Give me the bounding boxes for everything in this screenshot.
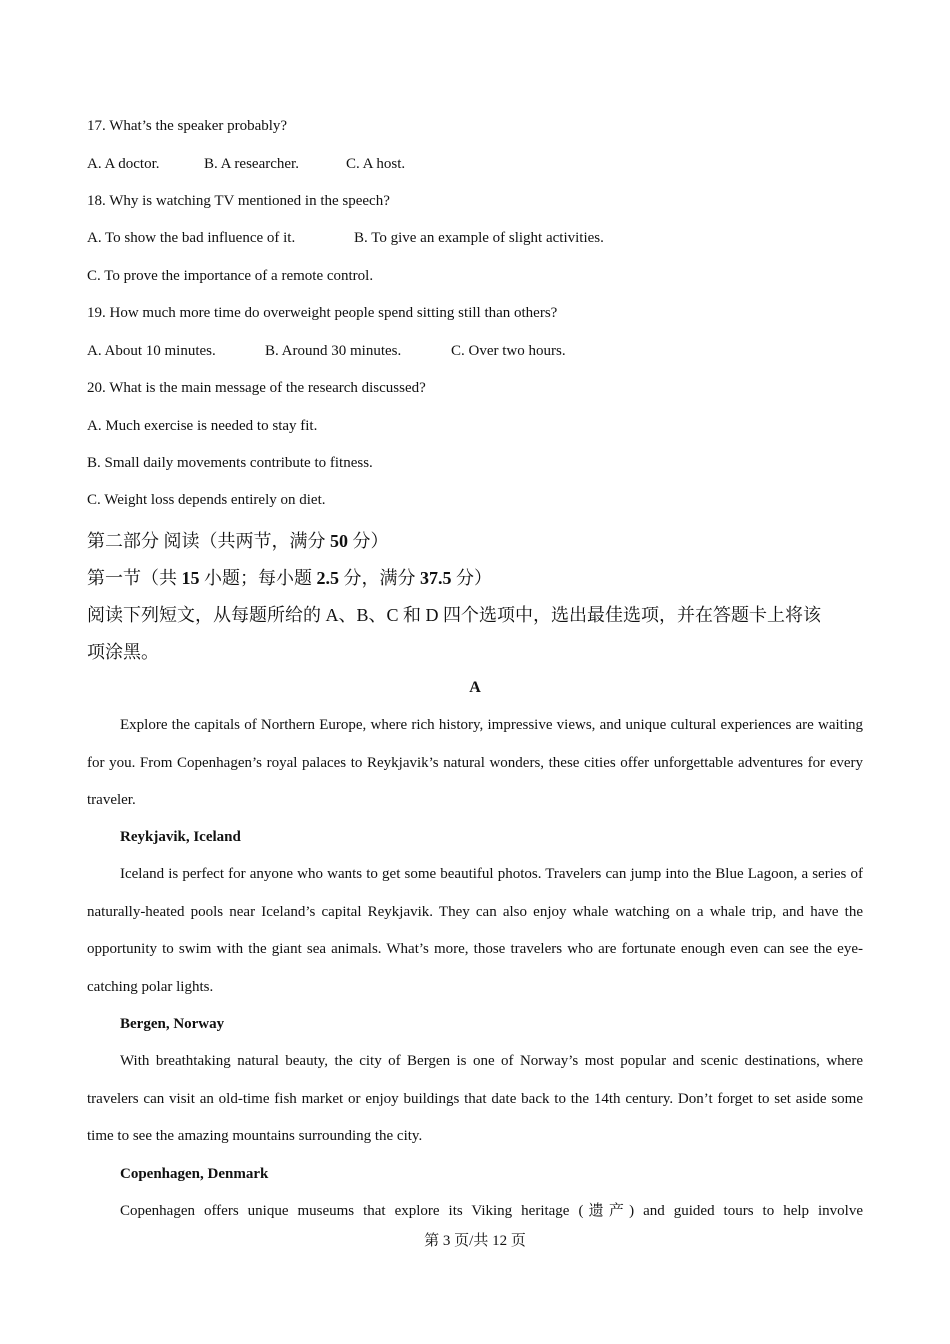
- q17-option-a: A. A doctor.: [87, 156, 160, 172]
- question-17-options: [87, 156, 405, 173]
- q19-option-b: B. Around 30 minutes.: [265, 343, 402, 359]
- q20-option-b: B. Small daily movements contribute to fitness.: [87, 455, 373, 471]
- q20-option-a: A. Much exercise is needed to stay fit.: [87, 418, 318, 434]
- section-text-copenhagen: Copenhagen offers unique museums that explore its Viking heritage (遗产) and guided tours to help involve: [120, 1203, 863, 1219]
- q17-option-c: C. A host.: [346, 156, 406, 172]
- section-heading-reykjavik: Reykjavik, Iceland: [120, 829, 241, 845]
- q18-option-c: C. To prove the importance of a remote control.: [87, 268, 374, 284]
- q19-option-a: A. About 10 minutes.: [87, 343, 216, 359]
- instruction-line-2: 项涂黑。: [87, 642, 159, 662]
- question-18-stem: 18. Why is watching TV mentioned in the speech?: [87, 193, 390, 209]
- instruction-line-1: 阅读下列短文，从每题所给的 A、B、C 和 D 四个选项中，选出最佳选项，并在答题卡上将该: [87, 605, 822, 625]
- section-heading-bergen: Bergen, Norway: [120, 1016, 225, 1032]
- page-footer: 第 3 页/共 12 页: [424, 1233, 526, 1249]
- section-text-reykjavik: Iceland is perfect for anyone who wants to get some beautiful photos. Travelers can jump into the Blue Lagoon, a series of naturally-heated pools near Iceland’s capital Reykjavik. They can also enjoy whale watching on a whale trip, and have the opportunity to swim with the giant sea animals. What’s more, those travelers who are fortunate enough even can see the eye-catching polar lights.: [87, 866, 863, 995]
- passage-label: A: [469, 679, 481, 696]
- q18-option-a: A. To show the bad influence of it.: [87, 230, 296, 246]
- passage-intro: Explore the capitals of Northern Europe, where rich history, impressive views, and unique cultural experiences are waiting for you. From Copenhagen’s royal palaces to Reykjavik’s natural wonders, these cities offer unforgettable adventures for every traveler.: [87, 717, 863, 808]
- section-text-bergen: With breathtaking natural beauty, the city of Bergen is one of Norway’s most popular and scenic destinations, where travelers can visit an old-time fish market or enjoy buildings that date back to the 14th century. Don’t forget to set aside some time to see the amazing mountains surrounding the city.: [87, 1053, 863, 1144]
- q17-option-b: B. A researcher.: [204, 156, 299, 172]
- question-17-stem: 17. What’s the speaker probably?: [87, 118, 288, 134]
- q19-option-c: C. Over two hours.: [451, 343, 566, 359]
- question-19-stem: 19. How much more time do overweight people spend sitting still than others?: [87, 305, 558, 321]
- q20-option-c: C. Weight loss depends entirely on diet.: [87, 492, 326, 508]
- part-title: 第二部分 阅读（共两节，满分 50 分）: [87, 531, 389, 551]
- section-subtitle: 第一节（共 15 小题；每小题 2.5 分，满分 37.5 分）: [87, 568, 492, 588]
- q18-option-b: B. To give an example of slight activities.: [354, 230, 604, 246]
- question-18-options: [87, 230, 604, 247]
- question-19-options: [87, 343, 566, 360]
- question-20-stem: 20. What is the main message of the research discussed?: [87, 380, 426, 396]
- section-heading-copenhagen: Copenhagen, Denmark: [120, 1166, 269, 1182]
